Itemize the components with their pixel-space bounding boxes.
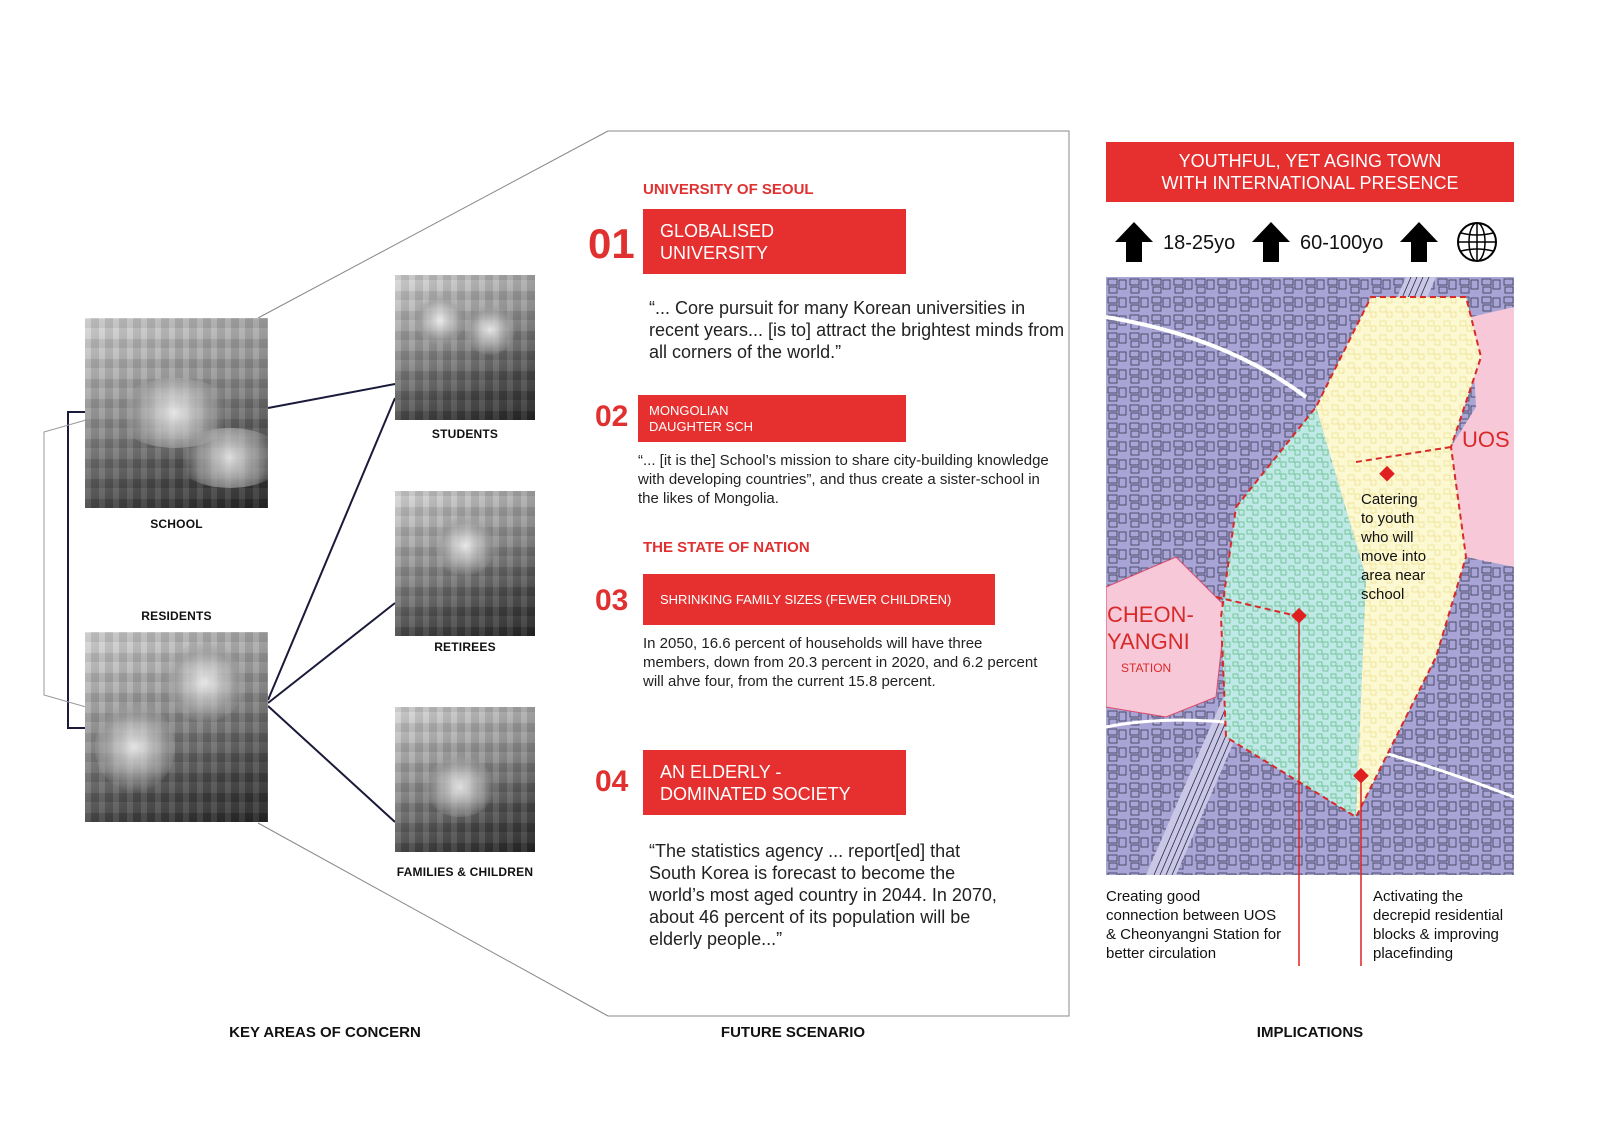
item-title-02: MONGOLIAN DAUGHTER SCH xyxy=(638,395,906,442)
age-label-elderly: 60-100yo xyxy=(1300,232,1384,254)
item-number-02: 02 xyxy=(595,400,629,433)
item-text-04: “The statistics agency ... report[ed] that South Korea is forecast to become the world’s most aged country in 2044. In 2070, about 46 percent of its population will be elderly people...” xyxy=(649,841,997,949)
school-caption: SCHOOL xyxy=(150,517,203,531)
footer-key-areas: KEY AREAS OF CONCERN xyxy=(229,1024,421,1041)
residents-photo xyxy=(85,632,268,822)
item-text-01: “... Core pursuit for many Korean universities in recent years... [is to] attract the brightest minds from all corners of the world.” xyxy=(649,298,1065,362)
footer-implications: IMPLICATIONS xyxy=(1256,1024,1364,1041)
arrow-up-icon xyxy=(1115,222,1153,242)
age-label-youth: 18-25yo xyxy=(1163,232,1236,254)
note-activation: Activating the decrepid residential blocks & improving placefinding xyxy=(1373,888,1504,962)
footer-future-scenario: FUTURE SCENARIO xyxy=(720,1024,866,1041)
school-photo xyxy=(85,318,268,508)
arrow-up-icon xyxy=(1252,222,1290,242)
map-label-station: STATION xyxy=(1121,661,1172,675)
retirees-caption: RETIREES xyxy=(434,640,496,654)
implications-banner: YOUTHFUL, YET AGING TOWN WITH INTERNATIONAL PRESENCE xyxy=(1106,142,1514,202)
students-photo xyxy=(395,275,535,420)
heading-state-of-nation: THE STATE OF NATION xyxy=(643,539,810,556)
families-caption: FAMILIES & CHILDREN xyxy=(396,865,534,879)
item-title-03: SHRINKING FAMILY SIZES (FEWER CHILDREN) xyxy=(643,574,995,625)
arrow-up-icon xyxy=(1400,222,1438,242)
item-text-02: “... [it is the] School’s mission to share city-building knowledge with developing countries”, and thus create a sister-school in the likes of Mongolia. xyxy=(638,452,1049,507)
item-text-03: In 2050, 16.6 percent of households will have three members, down from 20.3 percent in 2020, and 6.2 percent will ahve four, from the current 15.8 percent. xyxy=(643,635,1038,690)
item-title-01: GLOBALISED UNIVERSITY xyxy=(643,209,906,274)
item-title-04: AN ELDERLY - DOMINATED SOCIETY xyxy=(643,750,906,815)
residents-caption: RESIDENTS xyxy=(141,609,212,623)
globe-icon xyxy=(1456,221,1498,263)
item-number-03: 03 xyxy=(595,584,629,617)
map-label-uos: UOS xyxy=(1462,427,1510,452)
students-caption: STUDENTS xyxy=(431,427,499,441)
map-label-cheonyangni: CHEON- YANGNI xyxy=(1107,602,1194,654)
heading-university-of-seoul: UNIVERSITY OF SEOUL xyxy=(643,181,814,198)
map-label-catering: Catering to youth who will move into area near school xyxy=(1361,491,1427,603)
retirees-photo xyxy=(395,491,535,636)
families-photo xyxy=(395,707,535,852)
item-number-01: 01 xyxy=(588,220,635,267)
item-number-04: 04 xyxy=(595,765,629,798)
note-connection: Creating good connection between UOS & Cheonyangni Station for better circulation xyxy=(1106,888,1282,962)
